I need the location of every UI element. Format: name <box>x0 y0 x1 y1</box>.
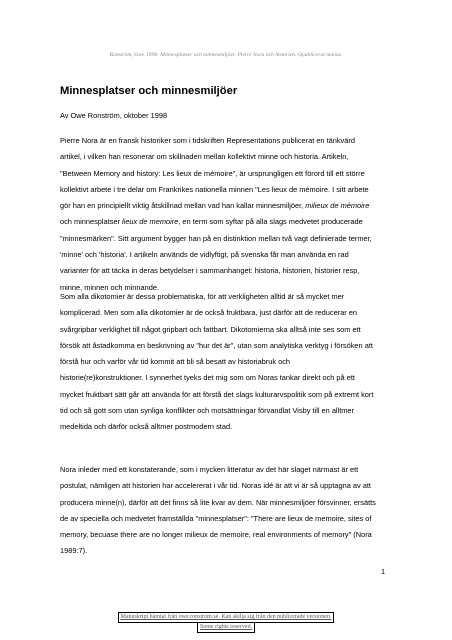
text-run: medeltida och därför också alltmer postmodern stad. <box>60 422 233 432</box>
text-run: artikel, i vilken han resonerar om skillnaden mellan kollektivt minne och historia. Artikeln, <box>60 152 349 162</box>
text-line <box>60 387 390 403</box>
text-run: Pierre Nora är en fransk historiker som i tidskriften Representations publicerat en tänkvärd <box>60 136 355 145</box>
text-run: förstå hur och varför vår tid kommit att bli så besatt av historiabruk och <box>60 357 291 367</box>
text-line <box>60 527 390 543</box>
running-header: Ronström, Owe 1998: Minnesplatser och minnesmiljöer. Pierre Nora och historien. Opublicerat manus. <box>109 52 343 58</box>
text-line <box>60 478 390 494</box>
text-run: "minnesmärken". Sitt argument bygger han på en distinktion mellan två vagt definierade termer, <box>60 233 372 243</box>
text-run: och minnesplatser <box>60 217 123 227</box>
text-line <box>60 511 390 527</box>
text-line <box>60 247 390 263</box>
text-run: varianter för att täcka in deras betydelser i sammanhanget: historia, historien, historier resp, <box>60 266 360 276</box>
text-line <box>60 338 390 354</box>
text-run: , en term som syftar på alla slags medvetet producerade <box>178 217 363 227</box>
page-number: 1 <box>381 567 386 576</box>
text-run: historie(re)konstruktioner. I synnerhet tyeks det mig som om Noras tankar direkt och på ett <box>60 373 355 383</box>
text-run: memory, becuase there are no longer milieux de memoire, real environments of memory" (Nora <box>60 530 372 540</box>
text-line <box>60 166 390 182</box>
text-line <box>60 149 390 165</box>
text-line <box>60 305 390 321</box>
text-line <box>60 419 390 435</box>
text-run: tid och så gott som utan synliga konflikter och motsättningar förvandlat Visby till en alltmer <box>60 406 354 416</box>
text-run: försök att åstadkomma en beskrivning av "hur det är", utan som analytiska verktyg i försöken att <box>60 340 373 350</box>
footer-rights-link[interactable]: Some rights reserved. <box>197 622 255 633</box>
text-run: mycket fruktbart sätt går att använda för att förstå det slags kulturarvspolitik som på extremt kort <box>60 389 374 399</box>
document-title: Minnesplatser och minnesmiljöer <box>60 85 238 97</box>
text-line <box>60 214 390 230</box>
footer-source-link[interactable]: Manuskript hämtat från owe.ronstrom.se. Kan skilja sig från den publicerade versionen. <box>118 612 335 623</box>
text-run: 1989:7). <box>60 546 88 556</box>
text-line <box>60 462 390 478</box>
text-line <box>60 322 390 338</box>
text-line <box>60 133 390 149</box>
paragraph <box>60 133 390 296</box>
text-run: producera minne(n), därför att det finns så lite kvar av dem. När minnesmiljöer försvinner, ersätts <box>60 497 376 507</box>
text-run: postulat, nämligen att historien har accelererat i vår tid. Noras idé är att vi är så upptagna av att <box>60 481 371 491</box>
text-line <box>60 289 390 305</box>
text-run: kollektivt arbete i tre delar om Frankrikes nationella minnen "Les lieux de mémoire. I sitt arbete <box>60 184 369 194</box>
byline: Av Owe Ronström, oktober 1998 <box>60 111 168 120</box>
italic-term: milieux de mémoire <box>305 201 370 211</box>
text-run: gör han en principiellt viktig åtskillnad mellan vad han kallar minnesmiljöer, <box>60 201 306 211</box>
text-run: "Between Memory and history: Les lieux de mémoire", är ursprungligen ett förord till ett större <box>60 168 365 178</box>
text-run: komplicerad. Men som alla dikotomier är de också fruktbara, just därför att de reducerar en <box>60 308 357 318</box>
text-run: de av speciella och medvetet framställda "minnesplatser": "There are lieux de memoire, sites of <box>60 513 372 523</box>
text-line <box>60 370 390 386</box>
text-line <box>60 263 390 279</box>
text-line <box>60 198 390 214</box>
text-run: 'minne' och 'historia'. I artikeln används de vidlyftigt, på svenska får man använda en rad <box>60 250 349 260</box>
text-run: svårgripbar verklighet till något gripbart och fattbart. Dikotomierna ska alltså inte ses som ett <box>60 324 361 334</box>
text-run: minne, minnen och minnande. <box>60 282 160 292</box>
text-line <box>60 182 390 198</box>
text-line <box>60 543 390 559</box>
text-line <box>60 354 390 370</box>
footer-notice <box>0 612 452 633</box>
text-run: Som alla dikotomier är dessa problematiska, för att verkligheten alltid är så mycket mer <box>60 292 345 301</box>
text-line <box>60 231 390 247</box>
text-line <box>60 403 390 419</box>
text-line <box>60 495 390 511</box>
text-run: Nora inleder med ett konstaterande, som i mycken litteratur av det här slaget närmast är ett <box>60 465 359 474</box>
paragraph <box>60 462 390 560</box>
paragraph <box>60 289 390 436</box>
italic-term: lieux de memoire <box>122 217 179 227</box>
